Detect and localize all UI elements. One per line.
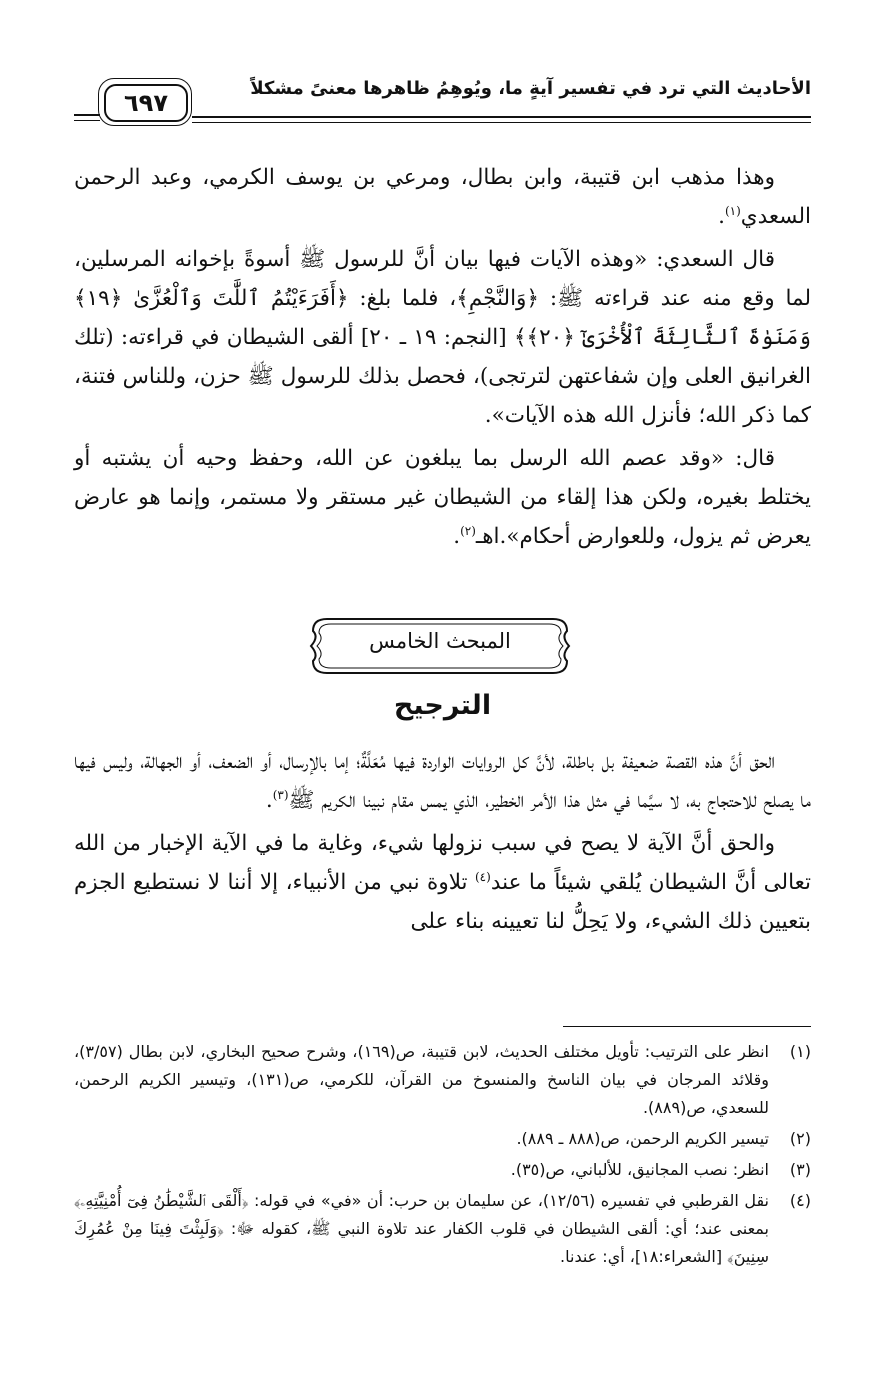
footnote-ref-3: (٣): [272, 787, 289, 802]
paragraph-4-text: الحق أنَّ هذه القصة ضعيفة بل باطلة، لأنَّ كل الروايات الواردة فيها مُعَلَّةٌ؛ إما بالإرسال، أو الضعف، أو الجهالة، وليس فيها ما يصلح للاحتجاج به، لا سيَّما في مثل هذا الأمر الخطير، الذي يمس مقام نبينا الكريم ﷺ: [74, 749, 811, 813]
footnote: [74, 1038, 811, 1122]
footnote-ref-4: (٤): [474, 869, 491, 884]
footnote: [74, 1156, 811, 1184]
footnote-number: (٣): [789, 1160, 811, 1179]
footnote-ref-2: (٢): [460, 523, 476, 538]
footnote-number: (٤): [789, 1191, 811, 1210]
footnote-text: انظر على الترتيب: تأويل مختلف الحديث، لابن قتيبة، ص(١٦٩)، وشرح صحيح البخاري، لابن بطال (٣/٥٧)، وقلائد المرجان في بيان الناسخ والمنسوخ من القرآن، للكرمي، ص(١٣١)، وتيسير الكريم الرحمن، للسعدي، ص(٨٨٩).: [74, 1042, 769, 1117]
page-header: [74, 78, 811, 132]
header-rule-left-thin: [74, 120, 100, 121]
header-rule-left: [74, 114, 100, 116]
paragraph-2: قال السعدي: «وهذه الآيات فيها بيان أنَّ للرسول ﷺ أسوةً بإخوانه المرسلين، لما وقع منه عند قراءته ﷺ: ﴿وَالنَّجْمِ﴾، فلما بلغ: ﴿أَفَرَءَيْتُمُ ٱللَّٰتَ وَٱلْعُزَّىٰ ﴿١٩﴾ وَمَنَوٰةَ ٱلثَّالِثَةَ ٱلْأُخْرَىٰٓ ﴿٢٠﴾﴾ [النجم: ١٩ ـ ٢٠] ألقى الشيطان في قراءته: (تلك الغرانيق العلى وإن شفاعتهن لترتجى)، فحصل بذلك للرسول ﷺ حزن، وللناس فتنة، كما ذكر الله؛ فأنزل الله هذه الآيات».: [74, 247, 811, 428]
footnote-separator: [563, 1026, 811, 1027]
footnote-ref-1: (١): [724, 203, 741, 218]
header-rule: [192, 116, 811, 118]
paragraph-1: [74, 158, 811, 236]
paragraph-5: [74, 824, 811, 941]
section-heading: الترجيح: [393, 690, 492, 721]
footnote: [74, 1125, 811, 1153]
footnote-number: (٢): [789, 1129, 811, 1148]
paragraph-5-text: والحق أنَّ الآية لا يصح في سبب نزولها شيء، وغاية ما في الآية الإخبار من الله تعالى أنَّ الشيطان يُلقي شيئاً ما عند: [74, 831, 812, 895]
footnotes: [74, 1038, 811, 1274]
paragraph-3-text: قال: «وقد عصم الله الرسل بما يبلغون عن الله، وحفظ وحيه أن يشتبه أو يختلط بغيره، ولكن هذا إلقاء من الشيطان غير مستقر ولا مستمر، وإنما هو عارض يعرض ثم يزول، وللعوارض أحكام».اهـ: [74, 446, 811, 549]
paragraph-4: [74, 742, 811, 820]
paragraph-1-text: وهذا مذهب ابن قتيبة، وابن بطال، ومرعي بن يوسف الكرمي، وعبد الرحمن السعدي: [74, 165, 811, 229]
page-number: ٦٩٧: [104, 84, 188, 122]
main-text-2: [74, 742, 811, 945]
footnote: [74, 1187, 811, 1271]
header-rule-thin: [192, 122, 811, 123]
paragraph-4-end: .: [265, 788, 273, 813]
footnote-text: نقل القرطبي في تفسيره (١٢/٥٦)، عن سليمان بن حرب: أن «في» في قوله: ﴿أَلْقَى ٱلشَّيْطَٰنُ فِىٓ أُمْنِيَّتِهِۦ﴾ بمعنى عند؛ أي: ألقى الشيطان في قلوب الكفار عند تلاوة النبي ﷺ، كقوله ﷻ: ﴿وَلَبِثْتَ فِينَا مِنْ عُمُرِكَ سِنِينَ﴾ [الشعراء:١٨]، أي: عندنا.: [74, 1191, 769, 1266]
main-text: [74, 158, 811, 560]
paragraph-5-text-cont: تلاوة نبي من الأنبياء، إلا أننا لا نستطيع الجزم بتعيين ذلك الشيء، ولا يَحِلُّ لنا تعيينه بناء على: [74, 870, 811, 934]
footnote-number: (١): [789, 1042, 811, 1061]
section-banner: [305, 615, 575, 677]
paragraph-3: [74, 439, 811, 556]
running-title: الأحاديث التي ترد في تفسير آيةٍ ما، ويُوهِمُ ظاهرها معنىً مشكلاً: [250, 78, 811, 99]
section-label: المبحث الخامس: [369, 629, 511, 653]
paragraph-1-end: .: [718, 204, 725, 229]
footnote-text: انظر: نصب المجانيق، للألباني، ص(٣٥).: [510, 1160, 769, 1179]
paragraph-3-end: .: [453, 524, 461, 549]
footnote-text: تيسير الكريم الرحمن، ص(٨٨٨ ـ ٨٨٩).: [516, 1129, 769, 1148]
